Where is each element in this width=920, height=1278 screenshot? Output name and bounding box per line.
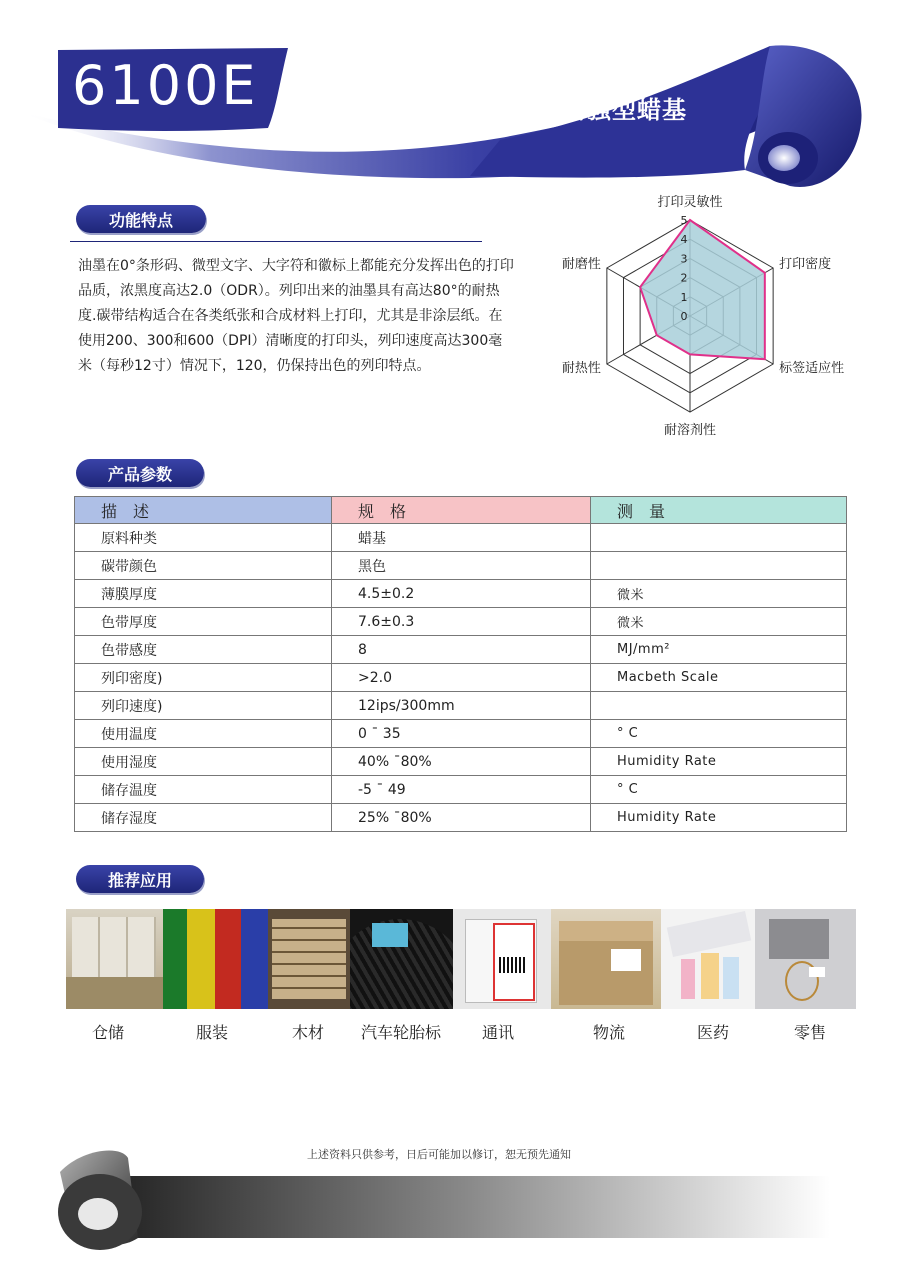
row-measurement: MJ/mm²	[591, 636, 847, 664]
application-label: 物流	[592, 1023, 625, 1042]
features-divider	[70, 241, 482, 242]
performance-radar-chart	[540, 190, 870, 455]
table-row	[75, 580, 847, 608]
row-specification: >2.0	[332, 664, 591, 692]
row-specification: 8	[332, 636, 591, 664]
radar-axis-label: 标签适应性	[779, 361, 845, 376]
radar-axis-label: 耐热性	[561, 361, 601, 376]
lumber-image	[268, 909, 350, 1009]
features-description: 油墨在0°条形码、微型文字、大字符和徽标上都能充分发挥出色的打印品质，浓黑度高达2.0（ODR）。列印出来的油墨具有高达80°的耐热度.碳带结构适合在各类纸张和合成材料上打印，尤其是非涂层纸。在使用200、300和600（DPI）清晰度的打印头，列印速度高达300毫米（每秒12寸）情况下，120，仍保持出色的列印特点。	[78, 258, 514, 374]
application-label: 汽车轮胎标	[360, 1023, 441, 1042]
row-description: 色带感度	[75, 636, 332, 664]
apparel-image	[163, 909, 268, 1009]
footer-disclaimer: 上述资料只供参考，日后可能加以修订，恕无预先通知	[307, 1148, 571, 1161]
table-row	[75, 552, 847, 580]
footer-ribbon	[0, 1130, 920, 1278]
params-section-pill: 产品参数	[76, 459, 204, 487]
model-title: 6100E	[72, 54, 259, 117]
row-description: 使用湿度	[75, 748, 332, 776]
radar-tick-label: 5	[680, 214, 688, 227]
row-specification: 4.5±0.2	[332, 580, 591, 608]
table-row	[75, 776, 847, 804]
row-description: 原料种类	[75, 524, 332, 552]
row-measurement: 微米	[591, 608, 847, 636]
row-description: 列印密度)	[75, 664, 332, 692]
product-subtitle: 增强型蜡基	[562, 96, 687, 124]
radar-series-area	[640, 220, 765, 359]
table-row	[75, 608, 847, 636]
row-specification: 7.6±0.3	[332, 608, 591, 636]
row-measurement: Humidity Rate	[591, 748, 847, 776]
row-measurement	[591, 692, 847, 720]
application-label: 通讯	[481, 1023, 514, 1042]
row-measurement: 微米	[591, 580, 847, 608]
row-specification: -5 ¯ 49	[332, 776, 591, 804]
table-row	[75, 636, 847, 664]
table-row	[75, 524, 847, 552]
spec-table-header-row	[75, 497, 847, 524]
radar-tick-label: 0	[680, 310, 688, 323]
radar-tick-label: 1	[680, 290, 688, 304]
row-description: 使用温度	[75, 720, 332, 748]
table-row	[75, 720, 847, 748]
radar-axis-label: 打印密度	[779, 257, 832, 272]
application-label: 仓储	[91, 1023, 124, 1042]
row-specification: 蜡基	[332, 524, 591, 552]
radar-axis-label: 打印灵敏性	[657, 195, 723, 210]
radar-tick-label: 2	[680, 271, 688, 285]
header-description: 描 述	[75, 497, 332, 524]
spec-table	[74, 496, 847, 832]
row-measurement: ° C	[591, 720, 847, 748]
warehouse-image	[66, 909, 163, 1009]
table-row	[75, 692, 847, 720]
table-row	[75, 664, 847, 692]
application-label: 零售	[793, 1023, 826, 1042]
features-section-pill: 功能特点	[76, 205, 206, 233]
radar-tick-label: 4	[680, 233, 688, 247]
radar-axis-label: 耐磨性	[561, 257, 601, 272]
row-description: 储存湿度	[75, 804, 332, 832]
application-label: 医药	[696, 1023, 729, 1042]
radar-series	[640, 220, 765, 359]
medicine-image	[661, 909, 755, 1009]
telecom-image	[453, 909, 551, 1009]
row-specification: 黑色	[332, 552, 591, 580]
row-description: 列印速度)	[75, 692, 332, 720]
row-description: 碳带颜色	[75, 552, 332, 580]
radar-tick-label: 3	[680, 252, 688, 266]
row-specification: 12ips/300mm	[332, 692, 591, 720]
row-specification: 0 ¯ 35	[332, 720, 591, 748]
header-measurement: 测 量	[591, 497, 847, 524]
header-specification: 规 格	[332, 497, 591, 524]
row-measurement	[591, 524, 847, 552]
row-measurement	[591, 552, 847, 580]
applications-section-pill: 推荐应用	[76, 865, 204, 893]
retail-image	[755, 909, 856, 1009]
row-measurement: Macbeth Scale	[591, 664, 847, 692]
row-specification: 40% ¯80%	[332, 748, 591, 776]
table-row	[75, 804, 847, 832]
radar-axis-label: 耐溶剂性	[663, 423, 717, 438]
logistics-image	[551, 909, 661, 1009]
application-images	[66, 909, 856, 1009]
application-label: 服装	[195, 1023, 228, 1042]
row-description: 薄膜厚度	[75, 580, 332, 608]
row-measurement: ° C	[591, 776, 847, 804]
row-specification: 25% ¯80%	[332, 804, 591, 832]
tire-image	[350, 909, 453, 1009]
row-measurement: Humidity Rate	[591, 804, 847, 832]
application-label: 木材	[291, 1023, 324, 1042]
row-description: 色带厚度	[75, 608, 332, 636]
row-description: 储存温度	[75, 776, 332, 804]
table-row	[75, 748, 847, 776]
